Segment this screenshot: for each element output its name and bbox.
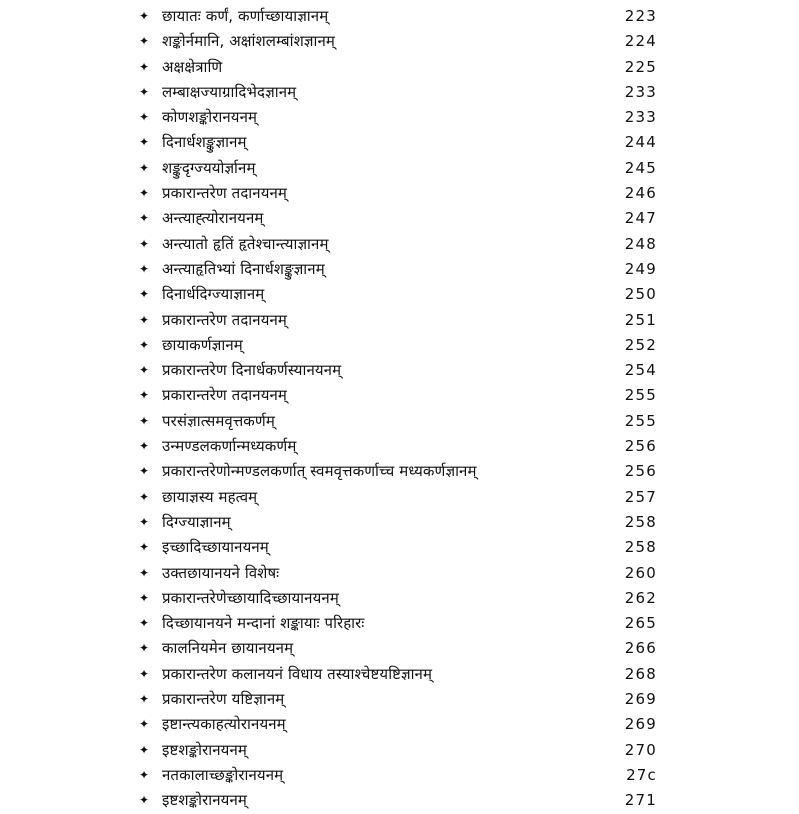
bullet-star-icon: ✦ xyxy=(138,236,150,251)
bullet-star-icon: ✦ xyxy=(138,186,150,201)
toc-entry-page: 268 xyxy=(624,664,657,683)
toc-entry xyxy=(0,586,799,611)
bullet-star-icon: ✦ xyxy=(138,211,150,226)
bullet-star-icon: ✦ xyxy=(138,388,150,403)
toc-entry-title: दिनार्धशङ्कुज्ञानम् xyxy=(162,133,247,152)
bullet-star-icon: ✦ xyxy=(138,489,150,504)
toc-entry-page: 247 xyxy=(624,209,657,228)
toc-entry-page: 250 xyxy=(624,285,657,304)
bullet-star-icon: ✦ xyxy=(138,312,150,327)
toc-entry-title: प्रकारान्तरेण तदानयनम् xyxy=(162,386,287,405)
bullet-star-icon: ✦ xyxy=(138,793,150,808)
bullet-star-icon: ✦ xyxy=(138,540,150,555)
toc-entry-page: 233 xyxy=(624,108,657,127)
toc-entry-title: छायाकर्णज्ञानम् xyxy=(162,335,243,354)
toc-entry-title: शङ्कुदृग्ज्ययोर्ज्ञानम् xyxy=(162,158,256,177)
toc-entry-title: लम्बाक्षज्याग्रादिभेदज्ञानम् xyxy=(162,82,297,101)
toc-entry-page: 265 xyxy=(624,614,657,633)
bullet-star-icon: ✦ xyxy=(138,439,150,454)
bullet-star-icon: ✦ xyxy=(138,742,150,757)
toc-entry xyxy=(0,383,799,408)
toc-entry-page: 246 xyxy=(624,184,657,203)
bullet-star-icon: ✦ xyxy=(138,337,150,352)
bullet-star-icon: ✦ xyxy=(138,160,150,175)
toc-entry-title: अन्त्याह्त्योरानयनम् xyxy=(162,209,264,228)
bullet-star-icon: ✦ xyxy=(138,84,150,99)
toc-entry-title: प्रकारान्तरेणोन्मण्डलकर्णात् स्वमवृत्तकर्णाच्च मध्यकर्णज्ञानम् xyxy=(162,462,477,481)
toc-entry xyxy=(0,687,799,712)
toc-entry xyxy=(0,257,799,282)
toc-entry xyxy=(0,105,799,130)
toc-entry-page: 262 xyxy=(624,588,657,607)
toc-entry-page: 248 xyxy=(624,234,657,253)
toc-entry-title: इष्टशङ्कोरानयनम् xyxy=(162,740,247,759)
toc-entry-page: 258 xyxy=(624,512,657,531)
toc-entry xyxy=(0,206,799,231)
toc-entry-page: 257 xyxy=(624,487,657,506)
bullet-star-icon: ✦ xyxy=(138,9,150,23)
toc-entry-page: 266 xyxy=(624,639,657,658)
toc-entry xyxy=(0,712,799,737)
toc-entry xyxy=(0,662,799,687)
bullet-star-icon: ✦ xyxy=(138,717,150,732)
toc-entry-page: 255 xyxy=(624,386,657,405)
toc-entry xyxy=(0,788,799,813)
toc-entry xyxy=(0,409,799,434)
toc-entry-title: दिनार्धदिग्ज्याज्ञानम् xyxy=(162,285,265,304)
toc-entry-title: अन्त्यातो हृतिं हृतेश्चान्त्याज्ञानम् xyxy=(162,234,329,253)
toc-entry-page: 256 xyxy=(624,462,657,481)
bullet-star-icon: ✦ xyxy=(138,767,150,782)
toc-entry xyxy=(0,130,799,155)
toc-entry xyxy=(0,535,799,560)
toc-entry-page: 233 xyxy=(624,82,657,101)
toc-entry-title: शङ्कोर्नमानि, अक्षांशलम्बांशज्ञानम् xyxy=(162,32,335,51)
toc-entry-title: प्रकारान्तरेण तदानयनम् xyxy=(162,310,287,329)
toc-entry-page: 269 xyxy=(624,690,657,709)
toc-entry xyxy=(0,55,799,80)
toc-entry-title: दिच्छायानयने मन्दानां शङ्कायाः परिहारः xyxy=(162,614,365,633)
toc-entry-title: इष्टशङ्कोरानयनम् xyxy=(162,791,247,810)
bullet-star-icon: ✦ xyxy=(138,287,150,302)
toc-entry-page: 223 xyxy=(624,7,657,25)
toc-entry xyxy=(0,434,799,459)
bullet-star-icon: ✦ xyxy=(138,666,150,681)
toc-entry-title: उक्तछायानयने विशेषः xyxy=(162,563,280,582)
toc-entry-title: इच्छादिच्छायानयनम् xyxy=(162,538,269,557)
toc-entry xyxy=(0,308,799,333)
toc-entry xyxy=(0,333,799,358)
toc-entry xyxy=(0,485,799,510)
toc-entry-title: अक्षक्षेत्राणि xyxy=(162,57,223,76)
toc-entry-title: प्रकारान्तरेण दिनार्धकर्णस्यानयनम् xyxy=(162,361,342,380)
toc-entry-title: प्रकारान्तरेण तदानयनम् xyxy=(162,184,287,203)
bullet-star-icon: ✦ xyxy=(138,363,150,378)
bullet-star-icon: ✦ xyxy=(138,692,150,707)
toc-entry-page: 254 xyxy=(624,361,657,380)
toc-entry xyxy=(0,80,799,105)
bullet-star-icon: ✦ xyxy=(138,590,150,605)
toc-entry-page: 270 xyxy=(624,740,657,759)
toc-entry xyxy=(0,510,799,535)
bullet-star-icon: ✦ xyxy=(138,413,150,428)
toc-entry-title: कालनियमेन छायानयनम् xyxy=(162,639,294,658)
bullet-star-icon: ✦ xyxy=(138,34,150,49)
toc-entry-page: 251 xyxy=(624,310,657,329)
toc-entry-title: उन्मण्डलकर्णान्मध्यकर्णम् xyxy=(162,437,297,456)
toc-entry xyxy=(0,181,799,206)
toc-entry xyxy=(0,459,799,484)
toc-entry-page: 225 xyxy=(624,57,657,76)
toc-entry-title: इष्टान्त्यकाहत्योरानयनम् xyxy=(162,715,286,734)
toc-entry-title: प्रकारान्तरेणेच्छायादिच्छायानयनम् xyxy=(162,588,339,607)
toc-entry-page: 245 xyxy=(624,158,657,177)
toc-entry xyxy=(0,29,799,54)
toc-entry xyxy=(0,358,799,383)
toc-entry xyxy=(0,738,799,763)
toc-entry-page: 271 xyxy=(624,791,657,810)
toc-entry-page: 256 xyxy=(624,437,657,456)
toc-entry xyxy=(0,282,799,307)
toc-entry-title: प्रकारान्तरेण कलानयनं विधाय तस्याश्चेष्टयष्टिज्ञानम् xyxy=(162,664,433,683)
toc-entry-page: 252 xyxy=(624,335,657,354)
toc-entry-page: 269 xyxy=(624,715,657,734)
bullet-star-icon: ✦ xyxy=(138,261,150,276)
toc-entry-title: प्रकारान्तरेण यष्टिज्ञानम् xyxy=(162,690,285,709)
toc-entry-page: 249 xyxy=(624,259,657,278)
toc-entry xyxy=(0,232,799,257)
toc-entry-title: अन्त्याहृतिभ्यां दिनार्धशङ्कुज्ञानम् xyxy=(162,259,325,278)
toc-entry-page: 27c xyxy=(626,765,657,784)
bullet-star-icon: ✦ xyxy=(138,59,150,74)
toc-entry xyxy=(0,156,799,181)
bullet-star-icon: ✦ xyxy=(138,110,150,125)
toc-entry-page: 258 xyxy=(624,538,657,557)
toc-entry xyxy=(0,636,799,661)
toc-entry-page: 255 xyxy=(624,411,657,430)
table-of-contents xyxy=(0,4,799,814)
bullet-star-icon: ✦ xyxy=(138,565,150,580)
bullet-star-icon: ✦ xyxy=(138,616,150,631)
bullet-star-icon: ✦ xyxy=(138,464,150,479)
toc-entry-title: छायातः कर्णं, कर्णाच्छायाज्ञानम् xyxy=(162,7,329,25)
bullet-star-icon: ✦ xyxy=(138,641,150,656)
toc-entry-page: 224 xyxy=(624,32,657,51)
toc-entry xyxy=(0,4,799,29)
bullet-star-icon: ✦ xyxy=(138,514,150,529)
toc-entry-page: 244 xyxy=(624,133,657,152)
toc-entry xyxy=(0,763,799,788)
bullet-star-icon: ✦ xyxy=(138,135,150,150)
toc-entry-title: कोणशङ्कोरानयनम् xyxy=(162,108,258,127)
toc-entry xyxy=(0,611,799,636)
toc-entry-title: छायाज्ञस्य महत्वम् xyxy=(162,487,258,506)
toc-entry xyxy=(0,561,799,586)
toc-entry-title: नतकालाच्छङ्कोरानयनम् xyxy=(162,765,284,784)
toc-entry-title: दिग्ज्याज्ञानम् xyxy=(162,512,231,531)
toc-entry-page: 260 xyxy=(624,563,657,582)
toc-entry-title: परसंज्ञात्समवृत्तकर्णम् xyxy=(162,411,275,430)
